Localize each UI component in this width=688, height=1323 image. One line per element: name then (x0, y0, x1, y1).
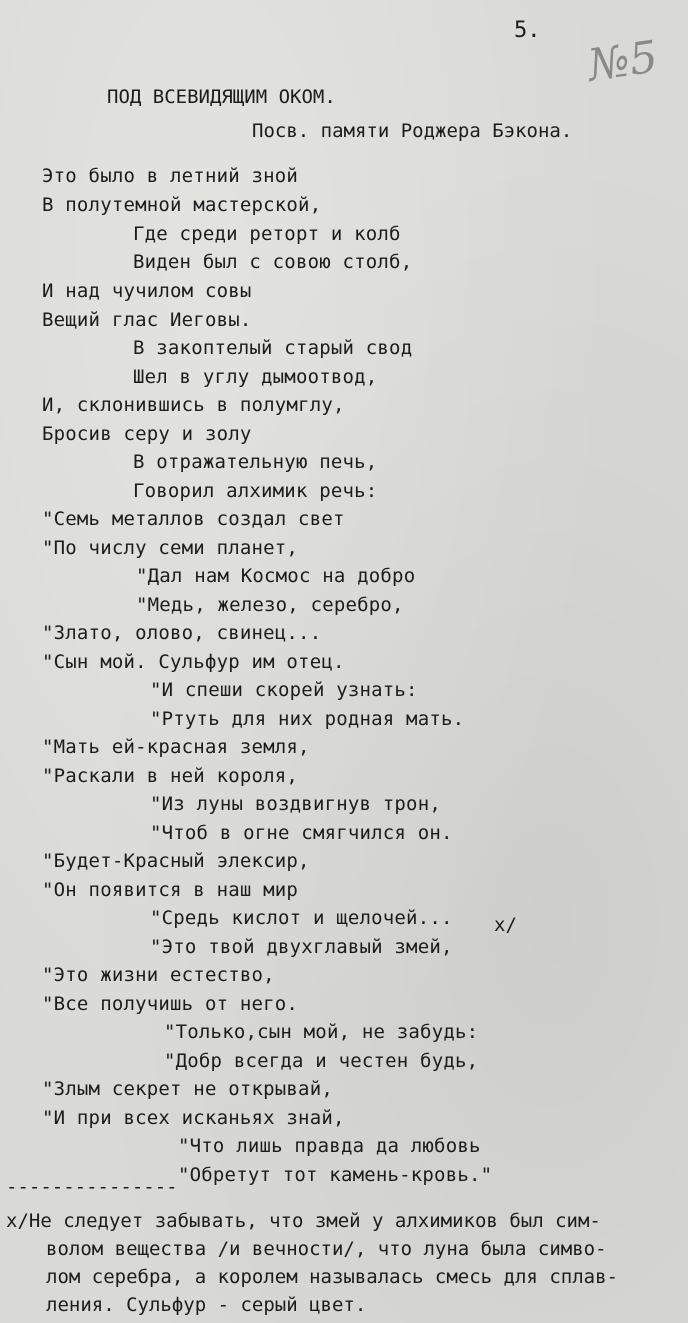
poem-line: "Это твой двухглавый змей, (150, 936, 453, 958)
poem-line: "Будет-Красный элексир, (42, 850, 310, 872)
poem-line: "Медь, железо, серебро, (136, 594, 404, 616)
page-number: 5. (514, 18, 541, 43)
poem-line: "И спеши скорей узнать: (150, 679, 418, 701)
poem-line: "Только,сын мой, не забудь: (164, 1021, 479, 1043)
poem-title: ПОД ВСЕВИДЯЩИМ ОКОМ. (107, 86, 336, 108)
poem-line: "Из луны воздвигнув трон, (150, 793, 441, 815)
poem-line: В полутемной мастерской, (42, 194, 322, 216)
poem-line: "Все получишь от него. (42, 993, 299, 1015)
poem-line: "Добр всегда и честен будь, (164, 1050, 479, 1072)
poem-dedication: Посв. памяти Роджера Бэкона. (252, 120, 573, 142)
poem-line: Говорил алхимик речь: (133, 480, 378, 502)
poem-line: "Раскали в ней короля, (42, 765, 299, 787)
poem-line: Вещий глас Иеговы. (42, 309, 252, 331)
footnote-line: ления. Сульфур - серый цвет. (46, 1294, 367, 1316)
poem-line: Виден был с совою столб, (133, 251, 413, 273)
poem-line: Бросив серу и золу (42, 423, 252, 445)
footnote-marker: х/ (494, 914, 517, 936)
poem-line: "Он появится в наш мир (42, 879, 299, 901)
archive-mark: №5 (584, 31, 661, 92)
poem-line: "Злато, олово, свинец... (42, 622, 322, 644)
poem-line: "По числу семи планет, (42, 537, 299, 559)
poem-line: "Сын мой. Сульфур им отец. (42, 651, 345, 673)
poem-line: "Средь кислот и щелочей... (150, 907, 453, 929)
footnote-line: волом вещества /и вечности/, что луна была симво- (46, 1238, 607, 1260)
poem-line: "Дал нам Космос на добро (136, 565, 416, 587)
poem-line: В отражательную печь, (133, 451, 378, 473)
poem-line: И, склонившись в полумглу, (42, 394, 345, 416)
poem-line: "Злым секрет не открывай, (42, 1078, 333, 1100)
poem-line: "Обретут тот камень-кровь." (178, 1164, 493, 1186)
poem-line: "И при всех исканьях знай, (42, 1107, 345, 1129)
poem-line: "Семь металлов создал свет (42, 508, 345, 530)
poem-line: "Чтоб в огне смягчился он. (150, 822, 453, 844)
poem-line: Это было в летний зной (42, 165, 299, 187)
poem-line: Шел в углу дымоотвод, (133, 366, 378, 388)
poem-line: "Мать ей-красная земля, (42, 736, 310, 758)
poem-line: В закоптелый старый свод (133, 337, 413, 359)
poem-line: "Ртуть для них родная мать. (150, 708, 465, 730)
poem-line: И над чучилом совы (42, 280, 252, 302)
poem-line: "Это жизни естество, (42, 964, 275, 986)
footnote-line: х/Не следует забывать, что змей у алхимиков был сим- (6, 1210, 601, 1232)
footnote-line: лом серебра, а королем называлась смесь для сплав- (46, 1266, 618, 1288)
poem-line: "Что лишь правда да любовь (178, 1135, 481, 1157)
footnote-separator: --------------- (6, 1176, 178, 1198)
poem-line: Где среди реторт и колб (133, 223, 401, 245)
